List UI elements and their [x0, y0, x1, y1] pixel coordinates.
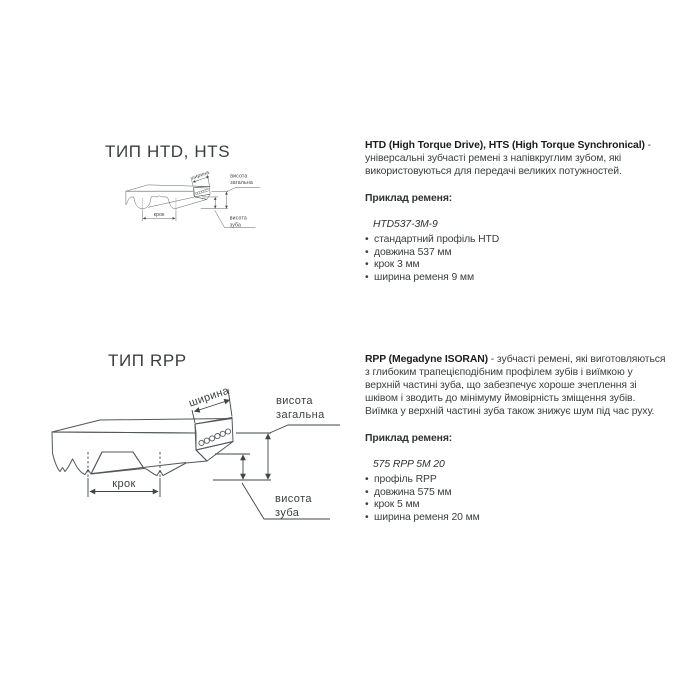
spec-text: довжина 575 мм: [374, 486, 452, 498]
rpp-description-body: - зубчасті ремені, які виготовляються з глибоким трапецієподібним профілем зубів і виїмкою у верхній частині зуба, що забезпечує хороше зчеплення зі шківом і зводить до мінімуму ймовірність зміщення зубів. Виїмка у верхній частині зуба також знижує шум під час руху.: [365, 354, 666, 417]
htd-width-dimension: [190, 170, 210, 188]
list-item: [365, 499, 667, 512]
htd-text-column: [365, 139, 667, 284]
htd-description-heading: HTD (High Torque Drive), HTS (High Torque Synchronical): [365, 140, 645, 151]
bullet-dot: •: [365, 474, 369, 485]
htd-tooth-height-label-1: висота: [229, 215, 247, 222]
spec-text: ширина ременя 9 мм: [374, 271, 475, 283]
rpp-belt-diagram: [30, 375, 350, 525]
rpp-spec-list: [365, 474, 667, 524]
htd-pitch-label: крок: [153, 211, 165, 218]
spec-text: профіль RPP: [374, 474, 437, 485]
htd-overall-height-label-1: висота: [230, 173, 248, 180]
htd-height-dimensions: [201, 174, 260, 229]
list-item: [365, 487, 667, 500]
rpp-example-label: Приклад ременя:: [365, 433, 453, 444]
list-item: [365, 272, 667, 285]
htd-belt-front-face: [126, 191, 207, 209]
htd-description: [365, 139, 667, 178]
htd-belt-diagram: [30, 165, 350, 310]
rpp-height-dimensions: [213, 395, 340, 519]
rpp-tooth-height-label-2: зуба: [275, 507, 300, 519]
rpp-example-code: 575 RPP 5M 20: [373, 459, 445, 470]
htd-belt-top-face: [126, 185, 210, 191]
rpp-width-label: ширина: [187, 384, 231, 410]
bullet-dot: •: [365, 499, 369, 511]
spec-text: стандартний профіль HTD: [374, 234, 500, 245]
bullet-dot: •: [365, 234, 369, 245]
htd-cord-circles: [195, 189, 208, 195]
list-item: [365, 259, 667, 272]
list-item: [365, 474, 667, 487]
bullet-dot: •: [365, 511, 369, 523]
htd-description-body: - універсальні зубчасті ремені з напівкруглим зубом, які використовуються для передачі великих потужностей.: [365, 140, 652, 177]
rpp-section-title: ТИП RPP: [108, 351, 187, 370]
rpp-tooth-height-label-1: висота: [275, 493, 312, 505]
list-item: [365, 247, 667, 260]
rpp-underside-edge: [92, 463, 186, 474]
spec-text: крок 5 мм: [374, 499, 420, 511]
spec-text: довжина 537 мм: [374, 246, 452, 258]
bullet-dot: •: [365, 259, 369, 271]
htd-example-code: HTD537-3M-9: [373, 219, 438, 230]
spec-text: ширина ременя 20 мм: [374, 511, 480, 523]
htd-overall-height-label-2: загальна: [230, 180, 253, 187]
rpp-belt-top-face: [52, 419, 232, 434]
htd-section-title: ТИП HTD, HTS: [105, 142, 231, 161]
rpp-overall-height-label-2: загальна: [276, 409, 325, 421]
list-item: [365, 512, 667, 525]
spec-text: крок 3 мм: [374, 259, 420, 271]
bullet-dot: •: [365, 271, 369, 283]
htd-example-label: Приклад ременя:: [365, 193, 453, 204]
rpp-text-column: [365, 353, 667, 524]
rpp-width-dimension: [187, 385, 232, 423]
htd-underside-edge: [148, 197, 194, 207]
bullet-dot: •: [365, 486, 369, 498]
rpp-overall-height-label-1: висота: [276, 395, 313, 407]
htd-pitch-dimension: [142, 198, 176, 221]
htd-spec-list: [365, 234, 667, 284]
rpp-description: [365, 353, 667, 418]
rpp-pitch-label: крок: [112, 478, 136, 490]
rpp-description-heading: RPP (Megadyne ISORAN): [365, 354, 488, 365]
bullet-dot: •: [365, 246, 369, 258]
htd-width-label: ширина: [189, 169, 211, 182]
htd-tooth-height-label-2: зуба: [229, 222, 242, 229]
list-item: [365, 234, 667, 247]
